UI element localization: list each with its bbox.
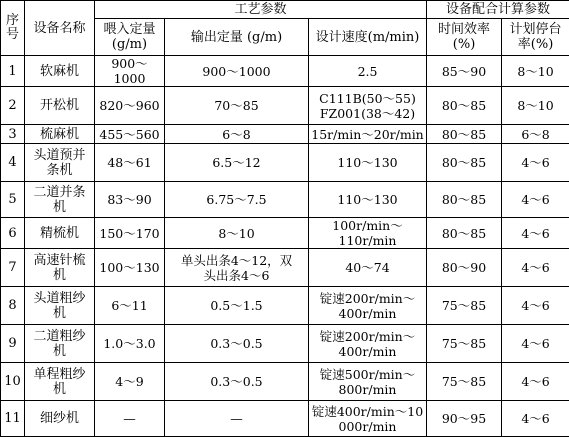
- feed-quantity-cell: 4～9: [95, 363, 165, 401]
- table-row: [1, 125, 569, 144]
- time-efficiency-cell: 75～85: [427, 363, 502, 401]
- row-number-cell: 1: [1, 56, 25, 87]
- output-quantity-cell: 6.75～7.5: [165, 182, 309, 218]
- planned-stop-rate-cell: 4～6: [502, 325, 569, 363]
- feed-quantity-cell: 6～11: [95, 287, 165, 325]
- row-number-cell: 6: [1, 218, 25, 249]
- header-row-1: [1, 1, 569, 19]
- design-speed-cell: 15r/min～20r/min: [309, 125, 427, 144]
- time-efficiency-cell: 90～95: [427, 401, 502, 437]
- table-row: [1, 218, 569, 249]
- design-speed-cell: 110～130: [309, 182, 427, 218]
- equipment-name-cell: 梳麻机: [25, 125, 95, 144]
- design-speed-cell: 锭速200r/min～ 400r/min: [309, 325, 427, 363]
- feed-quantity-cell: 900～1000: [95, 56, 165, 87]
- table-row: [1, 249, 569, 287]
- planned-stop-rate-cell: 4～6: [502, 218, 569, 249]
- feed-quantity-cell: —: [95, 401, 165, 437]
- row-number-cell: 10: [1, 363, 25, 401]
- equipment-name-cell: 二道粗纱 机: [25, 325, 95, 363]
- header-planned-stop-rate: 计划停台 率(%): [502, 19, 569, 56]
- feed-quantity-cell: 100～130: [95, 249, 165, 287]
- equipment-name-cell: 头道粗纱 机: [25, 287, 95, 325]
- output-quantity-cell: 900～1000: [165, 56, 309, 87]
- header-seq: 序号: [1, 1, 25, 56]
- design-speed-cell: C111B(50～55) FZ001(38～42): [309, 87, 427, 125]
- table-row: [1, 325, 569, 363]
- feed-quantity-cell: 1.0～3.0: [95, 325, 165, 363]
- equipment-name-cell: 软麻机: [25, 56, 95, 87]
- time-efficiency-cell: 85～90: [427, 56, 502, 87]
- output-quantity-cell: 0.3～0.5: [165, 363, 309, 401]
- output-quantity-cell: 6～8: [165, 125, 309, 144]
- time-efficiency-cell: 75～85: [427, 325, 502, 363]
- row-number-cell: 11: [1, 401, 25, 437]
- planned-stop-rate-cell: 6～8: [502, 125, 569, 144]
- equipment-name-cell: 高速针梳 机: [25, 249, 95, 287]
- row-number-cell: 8: [1, 287, 25, 325]
- header-feed-quantity: 喂入定量 (g/m): [95, 19, 165, 56]
- output-quantity-cell: 70～85: [165, 87, 309, 125]
- header-equipment-calc-parameters: 设备配合计算参数: [427, 1, 569, 19]
- planned-stop-rate-cell: 4～6: [502, 249, 569, 287]
- planned-stop-rate-cell: 8～10: [502, 87, 569, 125]
- planned-stop-rate-cell: 8～10: [502, 56, 569, 87]
- output-quantity-cell: 6.5～12: [165, 144, 309, 182]
- design-speed-cell: 100r/min～110r/min: [309, 218, 427, 249]
- feed-quantity-cell: 150～170: [95, 218, 165, 249]
- row-number-cell: 2: [1, 87, 25, 125]
- header-time-efficiency: 时间效率 (%): [427, 19, 502, 56]
- design-speed-cell: 40～74: [309, 249, 427, 287]
- design-speed-cell: 锭速500r/min～ 800r/min: [309, 363, 427, 401]
- output-quantity-cell: 0.5～1.5: [165, 287, 309, 325]
- feed-quantity-cell: 455～560: [95, 125, 165, 144]
- equipment-name-cell: 精梳机: [25, 218, 95, 249]
- header-design-speed: 设计速度(m/min): [309, 19, 427, 56]
- design-speed-cell: 锭速400r/min～10 000r/min: [309, 401, 427, 437]
- table-row: [1, 363, 569, 401]
- time-efficiency-cell: 80～85: [427, 125, 502, 144]
- equipment-name-cell: 头道预并 条机: [25, 144, 95, 182]
- time-efficiency-cell: 80～85: [427, 218, 502, 249]
- equipment-name-cell: 细纱机: [25, 401, 95, 437]
- planned-stop-rate-cell: 4～6: [502, 401, 569, 437]
- feed-quantity-cell: 820～960: [95, 87, 165, 125]
- row-number-cell: 7: [1, 249, 25, 287]
- output-quantity-cell: —: [165, 401, 309, 437]
- header-process-parameters: 工艺参数: [95, 1, 427, 19]
- feed-quantity-cell: 48～61: [95, 144, 165, 182]
- row-number-cell: 9: [1, 325, 25, 363]
- table-row: [1, 287, 569, 325]
- design-speed-cell: 锭速200r/min～ 400r/min: [309, 287, 427, 325]
- header-output-quantity: 输出定量 (g/m): [165, 19, 309, 56]
- table-row: [1, 144, 569, 182]
- row-number-cell: 3: [1, 125, 25, 144]
- planned-stop-rate-cell: 4～6: [502, 182, 569, 218]
- planned-stop-rate-cell: 4～6: [502, 363, 569, 401]
- output-quantity-cell: 单头出条4～12，双 头出条4～6: [165, 249, 309, 287]
- planned-stop-rate-cell: 4～6: [502, 287, 569, 325]
- time-efficiency-cell: 80～85: [427, 144, 502, 182]
- time-efficiency-cell: 75～85: [427, 287, 502, 325]
- design-speed-cell: 110～130: [309, 144, 427, 182]
- equipment-name-cell: 开松机: [25, 87, 95, 125]
- time-efficiency-cell: 80～85: [427, 87, 502, 125]
- time-efficiency-cell: 80～90: [427, 249, 502, 287]
- table-row: [1, 56, 569, 87]
- output-quantity-cell: 0.3～0.5: [165, 325, 309, 363]
- feed-quantity-cell: 83～90: [95, 182, 165, 218]
- equipment-name-cell: 单程粗纱 机: [25, 363, 95, 401]
- row-number-cell: 4: [1, 144, 25, 182]
- time-efficiency-cell: 80～85: [427, 182, 502, 218]
- design-speed-cell: 2.5: [309, 56, 427, 87]
- row-number-cell: 5: [1, 182, 25, 218]
- header-equipment-name: 设备名称: [25, 1, 95, 56]
- planned-stop-rate-cell: 4～6: [502, 144, 569, 182]
- table-row: [1, 182, 569, 218]
- equipment-name-cell: 二道并条 机: [25, 182, 95, 218]
- table-row: [1, 87, 569, 125]
- output-quantity-cell: 8～10: [165, 218, 309, 249]
- table-row: [1, 401, 569, 437]
